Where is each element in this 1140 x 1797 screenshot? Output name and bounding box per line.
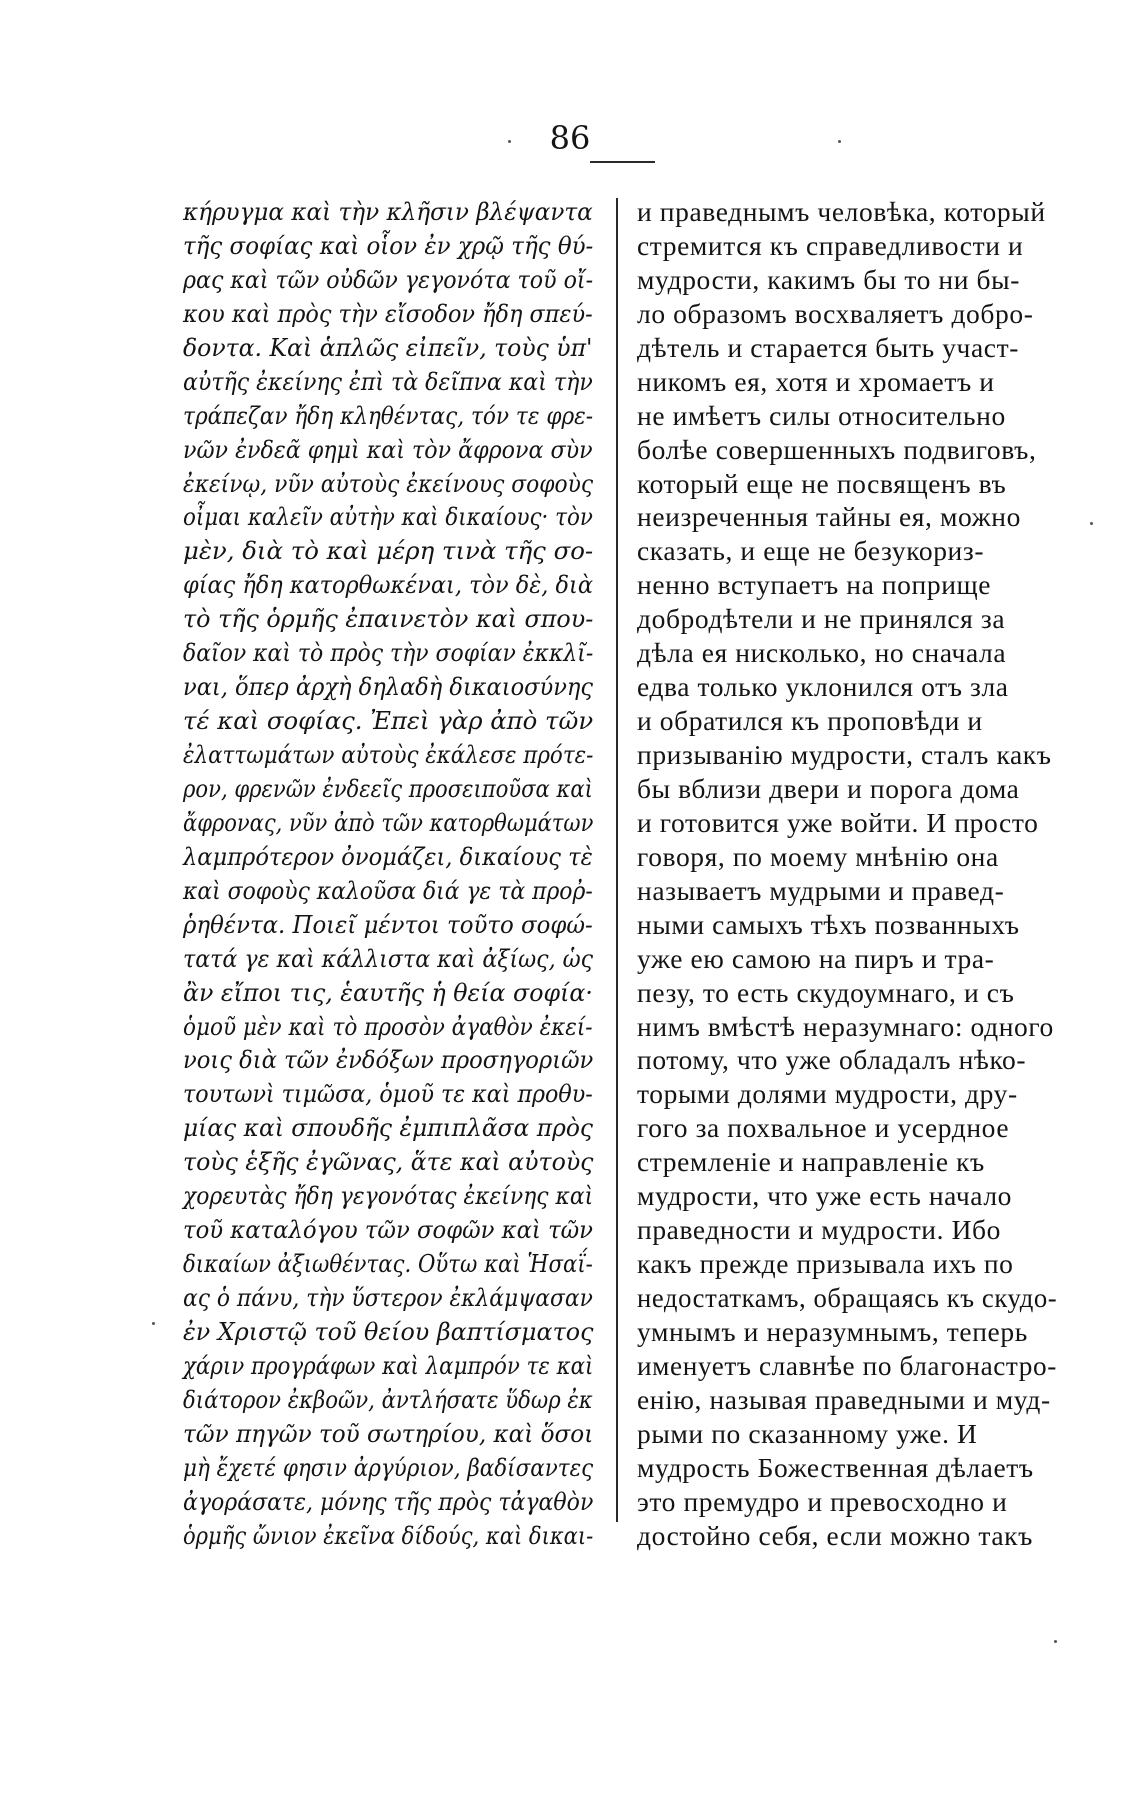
greek-text-line: δοντα. Καὶ ἁπλῶς εἰπεῖν, τοὺς ὑπ' <box>183 332 593 362</box>
greek-text-line: ἄφρονας, νῦν ἀπὸ τῶν κατορθωμάτων <box>183 807 594 837</box>
russian-text-line: уже ею самою на пиръ и тра- <box>637 942 995 974</box>
greek-text-line: καὶ σοφοὺς καλοῦσα διά γε τὰ προῤ- <box>183 875 593 905</box>
print-speck <box>508 140 511 143</box>
russian-text-line: который еще не посвященъ въ <box>637 467 1007 499</box>
russian-text-line: дѣтель и старается быть участ- <box>637 331 1019 363</box>
greek-text-line: δικαίων ἀξιωθέντας. Οὕτω καὶ Ἡσαΐ- <box>183 1249 593 1279</box>
greek-text-line: ῥηθέντα. Ποιεῖ μέντοι τοῦτο σοφώ- <box>183 909 593 939</box>
greek-text-line: ἀγοράσατε, μόνης τῆς πρὸς τἀγαθὸν <box>183 1486 594 1516</box>
greek-text-line: νοις διὰ τῶν ἐνδόξων προσηγοριῶν <box>183 1045 594 1075</box>
greek-text-line: τατά γε καὶ κάλλιστα καὶ ἀξίως, ὡς <box>183 943 594 973</box>
russian-text-line: рыми по сказанному уже. И <box>637 1417 978 1449</box>
greek-text-line: τοῦ καταλόγου τῶν σοφῶν καὶ τῶν <box>183 1215 593 1245</box>
russian-text-line: умнымъ и неразумнымъ, теперь <box>637 1315 1028 1347</box>
russian-text-line: и обратился къ проповѣди и <box>637 705 983 737</box>
greek-text-line: ἐκείνῳ, νῦν αὐτοὺς ἐκείνους σοφοὺς <box>183 468 594 498</box>
russian-text-line: именуетъ славнѣе по благонастро- <box>637 1349 1057 1381</box>
greek-text-line: ἐν Χριστῷ τοῦ θείου βαπτίσματος <box>183 1316 594 1346</box>
greek-text-line: αὐτῆς ἐκείνης ἐπὶ τὰ δεῖπνα καὶ τὴν <box>183 366 593 396</box>
greek-text-line: μὴ ἔχετέ φησιν ἀργύριον, βαδίσαντες <box>183 1452 594 1482</box>
russian-text-line: стремленіе и направленіе къ <box>637 1146 985 1178</box>
greek-text-line: χορευτὰς ἤδη γεγονότας ἐκείνης καὶ <box>183 1181 594 1211</box>
russian-text-line: не имѣетъ силы относительно <box>637 399 1006 431</box>
russian-text-line: достойно себя, если можно такъ <box>637 1519 1033 1551</box>
russian-text-line: праведности и мудрости. Ибо <box>637 1214 1001 1246</box>
russian-text-line: называетъ мудрыми и правед- <box>637 874 1005 906</box>
russian-text-line: енію, называя праведными и муд- <box>637 1383 1051 1415</box>
greek-text-line: τουτωνὶ τιμῶσα, ὁμοῦ τε καὶ προθυ- <box>183 1079 593 1109</box>
russian-text-line: неизреченныя тайны ея, можно <box>637 501 1021 533</box>
greek-text-line: νῶν ἐνδεᾶ φημὶ καὶ τὸν ἄφρονα σὺν <box>183 434 593 464</box>
russian-text-line: добродѣтели и не принялся за <box>637 603 1006 635</box>
russian-text-line: потому, что уже обладалъ нѣко- <box>637 1044 1027 1076</box>
russian-text-line: говоря, по моему мнѣнію она <box>637 840 999 872</box>
russian-text-line: торыми долями мудрости, дру- <box>637 1078 1018 1110</box>
greek-text-line: λαμπρότερον ὀνομάζει, δικαίους τὲ <box>183 841 593 871</box>
greek-text-line: ας ὁ πάνυ, τὴν ὕστερον ἐκλάμψασαν <box>183 1283 593 1312</box>
greek-text-line: χάριν προγράφων καὶ λαμπρόν τε καὶ <box>183 1350 594 1380</box>
russian-text-line: недостаткамъ, обращаясь къ скудо- <box>637 1282 1058 1313</box>
greek-text-line: ὁρμῆς ὤνιον ἐκεῖνα δίδούς, καὶ δικαι- <box>183 1520 594 1550</box>
greek-text-line: τοὺς ἑξῆς ἐγῶνας, ἅτε καὶ αὐτοὺς <box>183 1147 594 1177</box>
russian-text-line: ло образомъ восхваляетъ добро- <box>637 297 1034 329</box>
column-divider <box>616 198 618 1522</box>
print-speck <box>838 140 841 143</box>
russian-text-line: какъ прежде призывала ихъ по <box>637 1248 1014 1280</box>
russian-text-line: мудрости, какимъ бы то ни бы- <box>637 263 1020 295</box>
russian-text-line: мудрости, что уже есть начало <box>637 1180 1013 1212</box>
russian-text-line: дѣла ея нисколько, но сначала <box>637 637 1007 669</box>
greek-text-line: τέ καὶ σοφίας. Ἐπεὶ γὰρ ἀπὸ τῶν <box>183 706 594 736</box>
print-speck <box>152 1322 155 1325</box>
greek-text-line: κήρυγμα καὶ τὴν κλῆσιν βλέψαντα <box>183 197 593 226</box>
page-number: 86 <box>549 119 591 157</box>
russian-text-line: и праведнымъ человѣка, который <box>637 196 1046 227</box>
greek-text-line: τῆς σοφίας καὶ οἷον ἐν χρῷ τῆς θύ- <box>183 230 594 260</box>
greek-text-line: ἐλαττωμάτων αὐτοὺς ἐκάλεσε πρότε- <box>183 740 594 769</box>
greek-text-line: ὁμοῦ μὲν καὶ τὸ προσὸν ἀγαθὸν ἐκεί- <box>183 1011 593 1041</box>
russian-text-line: стремится къ справедливости и <box>637 229 1024 261</box>
russian-text-line: и готовится уже войти. И просто <box>637 806 1039 838</box>
greek-text-line: ναι, ὅπερ ἀρχὴ δηλαδὴ δικαιοσύνης <box>183 672 594 702</box>
russian-text-column <box>637 195 1057 1553</box>
page-number-rule <box>590 161 655 163</box>
greek-text-line: κου καὶ πρὸς τὴν εἴσοδον ἤδη σπεύ- <box>183 298 593 328</box>
greek-text-line: διάτορον ἐκβοῶν, ἀντλήσατε ὕδωρ ἐκ <box>183 1384 593 1414</box>
russian-text-line: ными самыхъ тѣхъ позванныхъ <box>637 908 1020 940</box>
russian-text-line: ненно вступаетъ на поприще <box>637 569 992 601</box>
russian-text-line: это премудро и превосходно и <box>637 1485 1008 1517</box>
russian-text-line: никомъ ея, хотя и хромаетъ и <box>637 365 995 397</box>
greek-text-column <box>183 195 593 1553</box>
greek-text-line: μὲν, διὰ τὸ καὶ μέρη τινὰ τῆς σο- <box>183 536 594 566</box>
russian-text-line: гого за похвальное и усердное <box>637 1112 1010 1144</box>
greek-text-line: τὸ τῆς ὁρμῆς ἐπαινετὸν καὶ σπου- <box>183 604 594 634</box>
greek-text-line: δαῖον καὶ τὸ πρὸς τὴν σοφίαν ἐκκλῖ- <box>183 638 594 668</box>
greek-text-line: ρον, φρενῶν ἐνδεεῖς προσειποῦσα καὶ <box>183 773 593 803</box>
russian-text-line: мудрость Божественная дѣлаетъ <box>637 1451 1034 1483</box>
print-speck <box>1090 522 1093 525</box>
greek-text-line: τράπεζαν ἤδη κληθέντας, τόν τε φρε- <box>183 400 594 430</box>
russian-text-line: пезу, то есть скудоумнаго, и съ <box>637 976 1015 1008</box>
russian-text-line: едва только уклонился отъ зла <box>637 671 1009 703</box>
russian-text-line: нимъ вмѣстѣ неразумнаго: одного <box>637 1010 1054 1042</box>
print-speck <box>1054 1640 1057 1643</box>
greek-text-line: οἶμαι καλεῖν αὐτὴν καὶ δικαίους· τὸν <box>183 502 593 532</box>
greek-text-line: ρας καὶ τῶν οὐδῶν γεγονότα τοῦ οἴ- <box>183 264 594 294</box>
russian-text-line: бы вблизи двери и порога дома <box>637 772 1020 804</box>
russian-text-line: сказать, и еще не безукориз- <box>637 535 985 567</box>
greek-text-line: τῶν πηγῶν τοῦ σωτηρίου, καὶ ὅσοι <box>183 1418 594 1448</box>
greek-text-line: ἂν εἴποι τις, ἑαυτῆς ἡ θεία σοφία· <box>183 977 593 1007</box>
russian-text-line: болѣе совершенныхъ подвиговъ, <box>637 433 1037 465</box>
greek-text-line: φίας ἤδη κατορθωκέναι, τὸν δὲ, διὰ <box>183 570 593 600</box>
russian-text-line: призыванію мудрости, сталъ какъ <box>637 739 1052 770</box>
greek-text-line: μίας καὶ σπουδῆς ἐμπιπλᾶσα πρὸς <box>183 1113 593 1143</box>
